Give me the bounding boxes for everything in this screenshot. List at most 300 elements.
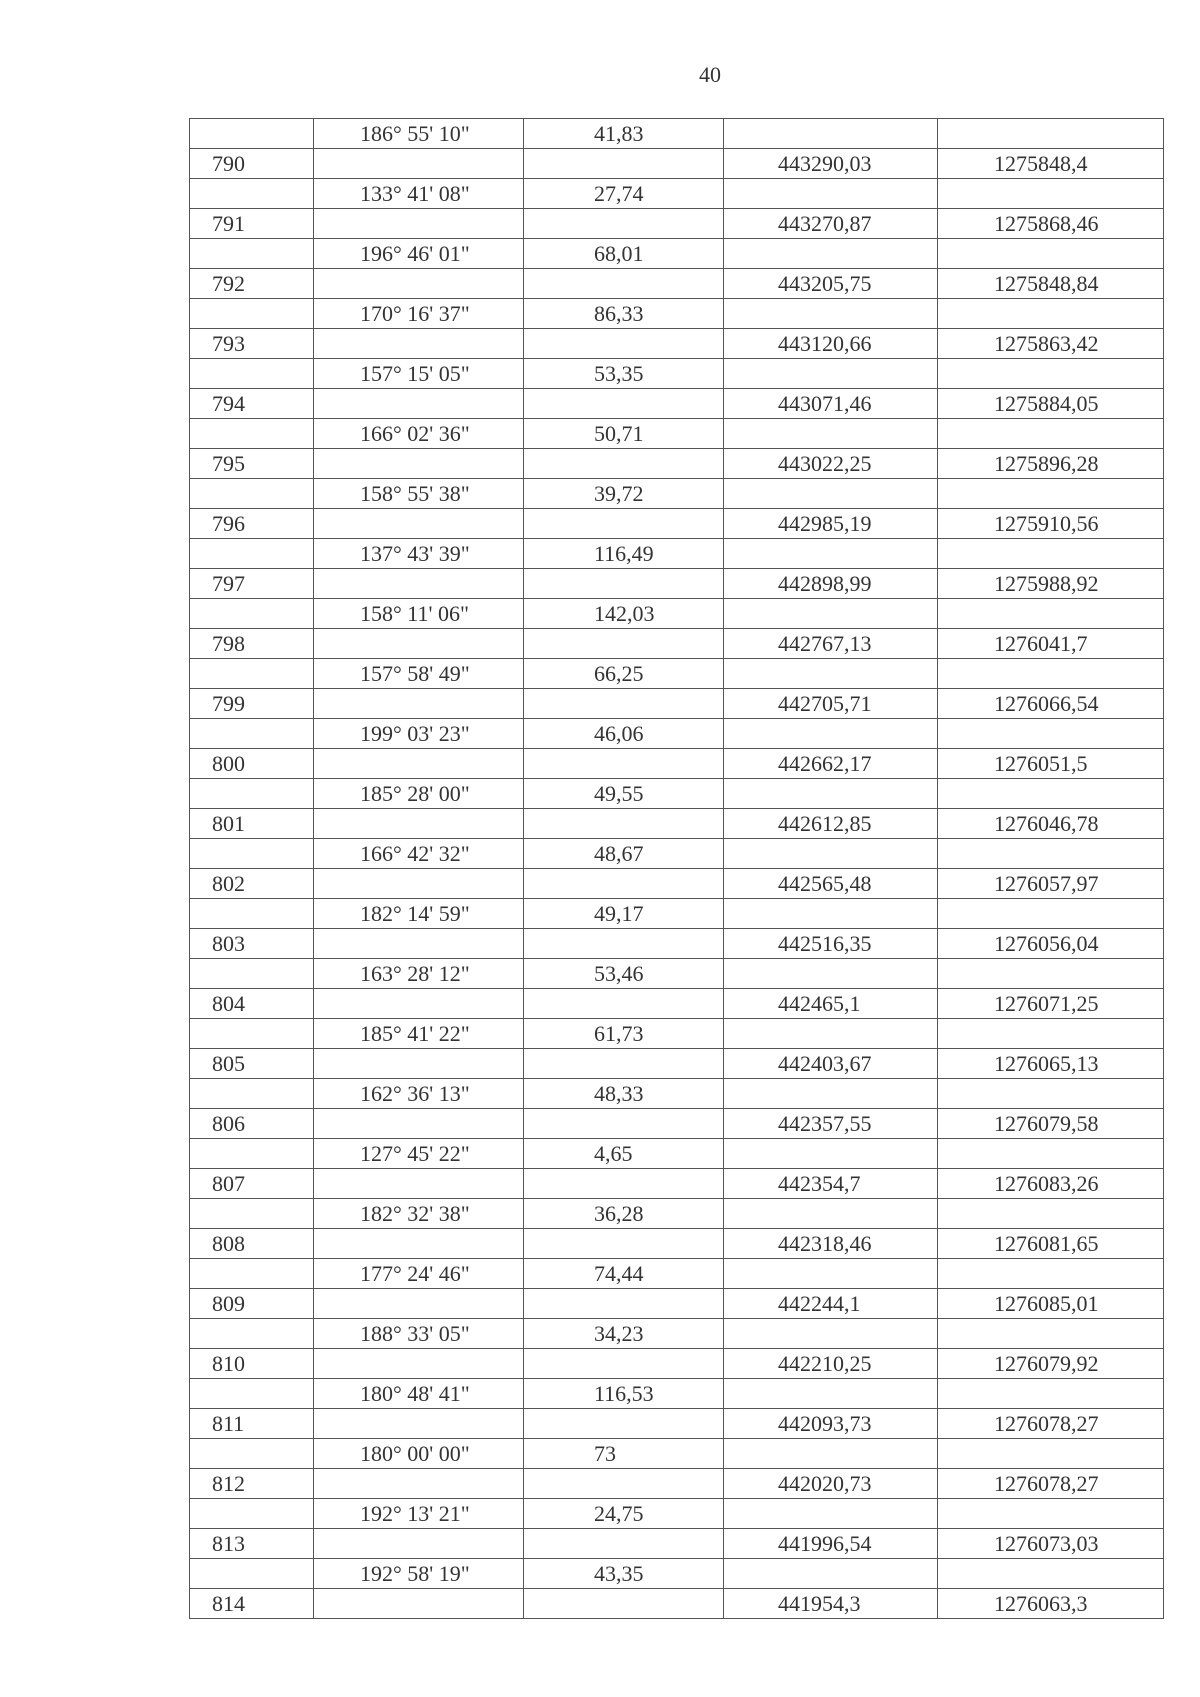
bearing-cell: 192° 13' 21" bbox=[314, 1499, 524, 1529]
bearing-cell bbox=[314, 989, 524, 1019]
y-coordinate-cell: 1276073,03 bbox=[938, 1529, 1164, 1559]
bearing-cell bbox=[314, 449, 524, 479]
x-coordinate-cell bbox=[724, 1559, 938, 1589]
y-coordinate-cell: 1275884,05 bbox=[938, 389, 1164, 419]
x-coordinate-cell bbox=[724, 419, 938, 449]
y-coordinate-cell: 1276065,13 bbox=[938, 1049, 1164, 1079]
x-coordinate-cell: 443071,46 bbox=[724, 389, 938, 419]
bearing-cell: 196° 46' 01" bbox=[314, 239, 524, 269]
point-number-cell: 812 bbox=[190, 1469, 314, 1499]
point-number-cell: 798 bbox=[190, 629, 314, 659]
point-number-cell: 804 bbox=[190, 989, 314, 1019]
bearing-cell bbox=[314, 1349, 524, 1379]
y-coordinate-cell bbox=[938, 1559, 1164, 1589]
distance-cell: 142,03 bbox=[524, 599, 724, 629]
point-number-cell: 803 bbox=[190, 929, 314, 959]
table-row-point bbox=[190, 1589, 1164, 1619]
distance-cell bbox=[524, 1469, 724, 1499]
bearing-cell: 162° 36' 13" bbox=[314, 1079, 524, 1109]
page-number: 40 bbox=[699, 62, 721, 87]
x-coordinate-cell bbox=[724, 1439, 938, 1469]
distance-cell: 86,33 bbox=[524, 299, 724, 329]
y-coordinate-cell: 1276078,27 bbox=[938, 1469, 1164, 1499]
x-coordinate-cell: 442465,1 bbox=[724, 989, 938, 1019]
y-coordinate-cell: 1276046,78 bbox=[938, 809, 1164, 839]
bearing-cell bbox=[314, 389, 524, 419]
x-coordinate-cell bbox=[724, 1199, 938, 1229]
distance-cell: 66,25 bbox=[524, 659, 724, 689]
y-coordinate-cell bbox=[938, 1439, 1164, 1469]
bearing-cell bbox=[314, 689, 524, 719]
table-row-point bbox=[190, 389, 1164, 419]
point-number-cell: 797 bbox=[190, 569, 314, 599]
x-coordinate-cell bbox=[724, 1499, 938, 1529]
y-coordinate-cell: 1276079,92 bbox=[938, 1349, 1164, 1379]
distance-cell bbox=[524, 1049, 724, 1079]
x-coordinate-cell bbox=[724, 479, 938, 509]
bearing-cell bbox=[314, 1589, 524, 1619]
x-coordinate-cell bbox=[724, 779, 938, 809]
point-number-cell bbox=[190, 479, 314, 509]
point-number-cell: 800 bbox=[190, 749, 314, 779]
point-number-cell bbox=[190, 1379, 314, 1409]
y-coordinate-cell: 1275848,84 bbox=[938, 269, 1164, 299]
table-row-point bbox=[190, 509, 1164, 539]
point-number-cell: 809 bbox=[190, 1289, 314, 1319]
table-row-leg bbox=[190, 1199, 1164, 1229]
point-number-cell bbox=[190, 1319, 314, 1349]
x-coordinate-cell bbox=[724, 119, 938, 149]
y-coordinate-cell bbox=[938, 959, 1164, 989]
y-coordinate-cell: 1276083,26 bbox=[938, 1169, 1164, 1199]
distance-cell: 116,53 bbox=[524, 1379, 724, 1409]
bearing-cell bbox=[314, 929, 524, 959]
bearing-cell bbox=[314, 809, 524, 839]
table-row-point bbox=[190, 269, 1164, 299]
table-row-leg bbox=[190, 1079, 1164, 1109]
y-coordinate-cell: 1276078,27 bbox=[938, 1409, 1164, 1439]
distance-cell bbox=[524, 1409, 724, 1439]
bearing-cell: 158° 11' 06" bbox=[314, 599, 524, 629]
bearing-cell bbox=[314, 1289, 524, 1319]
table-row-leg bbox=[190, 419, 1164, 449]
table-row-leg bbox=[190, 239, 1164, 269]
y-coordinate-cell: 1276085,01 bbox=[938, 1289, 1164, 1319]
x-coordinate-cell bbox=[724, 899, 938, 929]
x-coordinate-cell: 443270,87 bbox=[724, 209, 938, 239]
bearing-cell bbox=[314, 209, 524, 239]
point-number-cell bbox=[190, 899, 314, 929]
point-number-cell: 813 bbox=[190, 1529, 314, 1559]
bearing-cell bbox=[314, 1469, 524, 1499]
bearing-cell bbox=[314, 569, 524, 599]
bearing-cell: 177° 24' 46" bbox=[314, 1259, 524, 1289]
table-row-point bbox=[190, 1229, 1164, 1259]
distance-cell bbox=[524, 1529, 724, 1559]
bearing-cell: 133° 41' 08" bbox=[314, 179, 524, 209]
table-row-point bbox=[190, 1289, 1164, 1319]
table-row-leg bbox=[190, 779, 1164, 809]
y-coordinate-cell bbox=[938, 1079, 1164, 1109]
distance-cell bbox=[524, 629, 724, 659]
y-coordinate-cell: 1276066,54 bbox=[938, 689, 1164, 719]
y-coordinate-cell bbox=[938, 419, 1164, 449]
distance-cell: 116,49 bbox=[524, 539, 724, 569]
table-row-leg bbox=[190, 899, 1164, 929]
y-coordinate-cell: 1276079,58 bbox=[938, 1109, 1164, 1139]
y-coordinate-cell: 1275848,4 bbox=[938, 149, 1164, 179]
table-row-leg bbox=[190, 719, 1164, 749]
bearing-cell: 137° 43' 39" bbox=[314, 539, 524, 569]
table-row-leg bbox=[190, 1559, 1164, 1589]
x-coordinate-cell bbox=[724, 659, 938, 689]
y-coordinate-cell bbox=[938, 719, 1164, 749]
point-number-cell bbox=[190, 1079, 314, 1109]
x-coordinate-cell bbox=[724, 719, 938, 749]
distance-cell: 34,23 bbox=[524, 1319, 724, 1349]
y-coordinate-cell: 1275896,28 bbox=[938, 449, 1164, 479]
table-row-point bbox=[190, 1349, 1164, 1379]
distance-cell bbox=[524, 1349, 724, 1379]
point-number-cell: 799 bbox=[190, 689, 314, 719]
x-coordinate-cell bbox=[724, 1319, 938, 1349]
y-coordinate-cell bbox=[938, 1319, 1164, 1349]
y-coordinate-cell bbox=[938, 779, 1164, 809]
y-coordinate-cell: 1276063,3 bbox=[938, 1589, 1164, 1619]
distance-cell: 48,67 bbox=[524, 839, 724, 869]
table-row-point bbox=[190, 149, 1164, 179]
distance-cell bbox=[524, 689, 724, 719]
x-coordinate-cell: 442565,48 bbox=[724, 869, 938, 899]
bearing-cell: 182° 14' 59" bbox=[314, 899, 524, 929]
x-coordinate-cell: 443290,03 bbox=[724, 149, 938, 179]
distance-cell: 24,75 bbox=[524, 1499, 724, 1529]
x-coordinate-cell: 442662,17 bbox=[724, 749, 938, 779]
y-coordinate-cell bbox=[938, 119, 1164, 149]
point-number-cell bbox=[190, 1019, 314, 1049]
distance-cell bbox=[524, 149, 724, 179]
y-coordinate-cell bbox=[938, 1259, 1164, 1289]
point-number-cell: 796 bbox=[190, 509, 314, 539]
distance-cell: 49,17 bbox=[524, 899, 724, 929]
bearing-cell bbox=[314, 869, 524, 899]
x-coordinate-cell bbox=[724, 299, 938, 329]
bearing-cell bbox=[314, 1409, 524, 1439]
x-coordinate-cell: 442516,35 bbox=[724, 929, 938, 959]
bearing-cell: 188° 33' 05" bbox=[314, 1319, 524, 1349]
y-coordinate-cell: 1275988,92 bbox=[938, 569, 1164, 599]
distance-cell: 36,28 bbox=[524, 1199, 724, 1229]
table-row-leg bbox=[190, 299, 1164, 329]
table-row-point bbox=[190, 1109, 1164, 1139]
bearing-cell: 127° 45' 22" bbox=[314, 1139, 524, 1169]
point-number-cell bbox=[190, 779, 314, 809]
distance-cell bbox=[524, 1589, 724, 1619]
point-number-cell bbox=[190, 599, 314, 629]
bearing-cell: 182° 32' 38" bbox=[314, 1199, 524, 1229]
table-row-point bbox=[190, 809, 1164, 839]
y-coordinate-cell bbox=[938, 539, 1164, 569]
x-coordinate-cell bbox=[724, 959, 938, 989]
x-coordinate-cell bbox=[724, 539, 938, 569]
table-row-point bbox=[190, 209, 1164, 239]
table-row-point bbox=[190, 1469, 1164, 1499]
y-coordinate-cell: 1275868,46 bbox=[938, 209, 1164, 239]
distance-cell bbox=[524, 209, 724, 239]
distance-cell: 43,35 bbox=[524, 1559, 724, 1589]
table-row-leg bbox=[190, 599, 1164, 629]
distance-cell bbox=[524, 809, 724, 839]
table-row-leg bbox=[190, 1499, 1164, 1529]
y-coordinate-cell bbox=[938, 1379, 1164, 1409]
table-row-leg bbox=[190, 479, 1164, 509]
distance-cell bbox=[524, 749, 724, 779]
table-row-point bbox=[190, 689, 1164, 719]
point-number-cell: 811 bbox=[190, 1409, 314, 1439]
bearing-cell: 192° 58' 19" bbox=[314, 1559, 524, 1589]
point-number-cell: 794 bbox=[190, 389, 314, 419]
y-coordinate-cell: 1276051,5 bbox=[938, 749, 1164, 779]
distance-cell bbox=[524, 329, 724, 359]
table-row-point bbox=[190, 629, 1164, 659]
distance-cell bbox=[524, 929, 724, 959]
table-row-leg bbox=[190, 359, 1164, 389]
point-number-cell: 805 bbox=[190, 1049, 314, 1079]
bearing-cell: 170° 16' 37" bbox=[314, 299, 524, 329]
distance-cell bbox=[524, 569, 724, 599]
distance-cell bbox=[524, 1169, 724, 1199]
point-number-cell: 814 bbox=[190, 1589, 314, 1619]
x-coordinate-cell: 442020,73 bbox=[724, 1469, 938, 1499]
table-row-leg bbox=[190, 1439, 1164, 1469]
point-number-cell: 810 bbox=[190, 1349, 314, 1379]
table-row-point bbox=[190, 929, 1164, 959]
x-coordinate-cell bbox=[724, 239, 938, 269]
point-number-cell: 792 bbox=[190, 269, 314, 299]
x-coordinate-cell: 442093,73 bbox=[724, 1409, 938, 1439]
distance-cell: 53,35 bbox=[524, 359, 724, 389]
table-row-point bbox=[190, 749, 1164, 779]
x-coordinate-cell: 442354,7 bbox=[724, 1169, 938, 1199]
y-coordinate-cell: 1275910,56 bbox=[938, 509, 1164, 539]
bearing-cell: 157° 58' 49" bbox=[314, 659, 524, 689]
x-coordinate-cell bbox=[724, 1139, 938, 1169]
y-coordinate-cell: 1275863,42 bbox=[938, 329, 1164, 359]
y-coordinate-cell: 1276041,7 bbox=[938, 629, 1164, 659]
bearing-cell bbox=[314, 1049, 524, 1079]
y-coordinate-cell bbox=[938, 839, 1164, 869]
table-row-point bbox=[190, 869, 1164, 899]
distance-cell: 68,01 bbox=[524, 239, 724, 269]
x-coordinate-cell: 443205,75 bbox=[724, 269, 938, 299]
distance-cell: 48,33 bbox=[524, 1079, 724, 1109]
x-coordinate-cell: 443120,66 bbox=[724, 329, 938, 359]
distance-cell: 50,71 bbox=[524, 419, 724, 449]
point-number-cell: 806 bbox=[190, 1109, 314, 1139]
bearing-cell: 180° 48' 41" bbox=[314, 1379, 524, 1409]
y-coordinate-cell bbox=[938, 1019, 1164, 1049]
bearing-cell bbox=[314, 1169, 524, 1199]
distance-cell: 74,44 bbox=[524, 1259, 724, 1289]
y-coordinate-cell bbox=[938, 179, 1164, 209]
point-number-cell: 808 bbox=[190, 1229, 314, 1259]
point-number-cell bbox=[190, 119, 314, 149]
distance-cell: 49,55 bbox=[524, 779, 724, 809]
distance-cell bbox=[524, 1229, 724, 1259]
table-row-leg bbox=[190, 1019, 1164, 1049]
bearing-cell bbox=[314, 269, 524, 299]
point-number-cell: 790 bbox=[190, 149, 314, 179]
table-row-point bbox=[190, 989, 1164, 1019]
table-row-leg bbox=[190, 1139, 1164, 1169]
x-coordinate-cell: 442612,85 bbox=[724, 809, 938, 839]
bearing-cell: 185° 41' 22" bbox=[314, 1019, 524, 1049]
y-coordinate-cell bbox=[938, 1499, 1164, 1529]
bearing-cell bbox=[314, 149, 524, 179]
table-row-leg bbox=[190, 839, 1164, 869]
x-coordinate-cell: 442210,25 bbox=[724, 1349, 938, 1379]
x-coordinate-cell bbox=[724, 1079, 938, 1109]
y-coordinate-cell bbox=[938, 1199, 1164, 1229]
table-row-leg bbox=[190, 1259, 1164, 1289]
distance-cell: 41,83 bbox=[524, 119, 724, 149]
bearing-cell: 157° 15' 05" bbox=[314, 359, 524, 389]
table-body bbox=[190, 119, 1164, 1619]
distance-cell: 46,06 bbox=[524, 719, 724, 749]
point-number-cell: 795 bbox=[190, 449, 314, 479]
table-row-point bbox=[190, 449, 1164, 479]
x-coordinate-cell: 442705,71 bbox=[724, 689, 938, 719]
y-coordinate-cell bbox=[938, 599, 1164, 629]
point-number-cell bbox=[190, 659, 314, 689]
distance-cell bbox=[524, 869, 724, 899]
distance-cell bbox=[524, 989, 724, 1019]
point-number-cell bbox=[190, 299, 314, 329]
distance-cell bbox=[524, 509, 724, 539]
x-coordinate-cell: 442403,67 bbox=[724, 1049, 938, 1079]
bearing-cell: 158° 55' 38" bbox=[314, 479, 524, 509]
y-coordinate-cell bbox=[938, 299, 1164, 329]
x-coordinate-cell bbox=[724, 1019, 938, 1049]
point-number-cell: 791 bbox=[190, 209, 314, 239]
y-coordinate-cell bbox=[938, 659, 1164, 689]
table-row-point bbox=[190, 1529, 1164, 1559]
x-coordinate-cell bbox=[724, 179, 938, 209]
bearing-cell bbox=[314, 1109, 524, 1139]
table-row-point bbox=[190, 1049, 1164, 1079]
point-number-cell: 793 bbox=[190, 329, 314, 359]
boundary-coordinates-table bbox=[189, 118, 1164, 1619]
table-row-point bbox=[190, 329, 1164, 359]
point-number-cell bbox=[190, 419, 314, 449]
distance-cell: 61,73 bbox=[524, 1019, 724, 1049]
table-row-leg bbox=[190, 1379, 1164, 1409]
point-number-cell: 802 bbox=[190, 869, 314, 899]
table-row-leg bbox=[190, 659, 1164, 689]
point-number-cell bbox=[190, 359, 314, 389]
x-coordinate-cell: 441954,3 bbox=[724, 1589, 938, 1619]
table-row-leg bbox=[190, 539, 1164, 569]
point-number-cell bbox=[190, 959, 314, 989]
point-number-cell bbox=[190, 239, 314, 269]
bearing-cell: 166° 42' 32" bbox=[314, 839, 524, 869]
bearing-cell: 163° 28' 12" bbox=[314, 959, 524, 989]
bearing-cell bbox=[314, 1529, 524, 1559]
bearing-cell bbox=[314, 1229, 524, 1259]
bearing-cell: 180° 00' 00" bbox=[314, 1439, 524, 1469]
point-number-cell: 807 bbox=[190, 1169, 314, 1199]
y-coordinate-cell bbox=[938, 359, 1164, 389]
distance-cell: 27,74 bbox=[524, 179, 724, 209]
point-number-cell bbox=[190, 1199, 314, 1229]
y-coordinate-cell: 1276057,97 bbox=[938, 869, 1164, 899]
y-coordinate-cell: 1276071,25 bbox=[938, 989, 1164, 1019]
x-coordinate-cell: 442357,55 bbox=[724, 1109, 938, 1139]
bearing-cell: 186° 55' 10" bbox=[314, 119, 524, 149]
table-row-point bbox=[190, 1409, 1164, 1439]
distance-cell bbox=[524, 269, 724, 299]
x-coordinate-cell: 443022,25 bbox=[724, 449, 938, 479]
distance-cell: 53,46 bbox=[524, 959, 724, 989]
distance-cell: 73 bbox=[524, 1439, 724, 1469]
bearing-cell: 185° 28' 00" bbox=[314, 779, 524, 809]
point-number-cell bbox=[190, 1259, 314, 1289]
point-number-cell bbox=[190, 719, 314, 749]
distance-cell bbox=[524, 1289, 724, 1319]
point-number-cell bbox=[190, 1439, 314, 1469]
x-coordinate-cell: 442898,99 bbox=[724, 569, 938, 599]
y-coordinate-cell: 1276056,04 bbox=[938, 929, 1164, 959]
x-coordinate-cell: 442318,46 bbox=[724, 1229, 938, 1259]
point-number-cell: 801 bbox=[190, 809, 314, 839]
x-coordinate-cell bbox=[724, 839, 938, 869]
x-coordinate-cell: 442244,1 bbox=[724, 1289, 938, 1319]
table-row-leg bbox=[190, 959, 1164, 989]
y-coordinate-cell bbox=[938, 899, 1164, 929]
distance-cell bbox=[524, 1109, 724, 1139]
table-row-leg bbox=[190, 119, 1164, 149]
y-coordinate-cell bbox=[938, 239, 1164, 269]
point-number-cell bbox=[190, 1559, 314, 1589]
x-coordinate-cell bbox=[724, 1259, 938, 1289]
bearing-cell bbox=[314, 329, 524, 359]
point-number-cell bbox=[190, 1139, 314, 1169]
point-number-cell bbox=[190, 839, 314, 869]
x-coordinate-cell: 442767,13 bbox=[724, 629, 938, 659]
point-number-cell bbox=[190, 539, 314, 569]
x-coordinate-cell: 442985,19 bbox=[724, 509, 938, 539]
y-coordinate-cell bbox=[938, 1139, 1164, 1169]
x-coordinate-cell bbox=[724, 1379, 938, 1409]
bearing-cell bbox=[314, 749, 524, 779]
bearing-cell bbox=[314, 629, 524, 659]
table-row-leg bbox=[190, 1319, 1164, 1349]
distance-cell: 4,65 bbox=[524, 1139, 724, 1169]
bearing-cell: 166° 02' 36" bbox=[314, 419, 524, 449]
x-coordinate-cell bbox=[724, 359, 938, 389]
y-coordinate-cell: 1276081,65 bbox=[938, 1229, 1164, 1259]
distance-cell: 39,72 bbox=[524, 479, 724, 509]
y-coordinate-cell bbox=[938, 479, 1164, 509]
distance-cell bbox=[524, 449, 724, 479]
point-number-cell bbox=[190, 179, 314, 209]
x-coordinate-cell bbox=[724, 599, 938, 629]
x-coordinate-cell: 441996,54 bbox=[724, 1529, 938, 1559]
point-number-cell bbox=[190, 1499, 314, 1529]
bearing-cell: 199° 03' 23" bbox=[314, 719, 524, 749]
table-row-leg bbox=[190, 179, 1164, 209]
table-row-point bbox=[190, 1169, 1164, 1199]
